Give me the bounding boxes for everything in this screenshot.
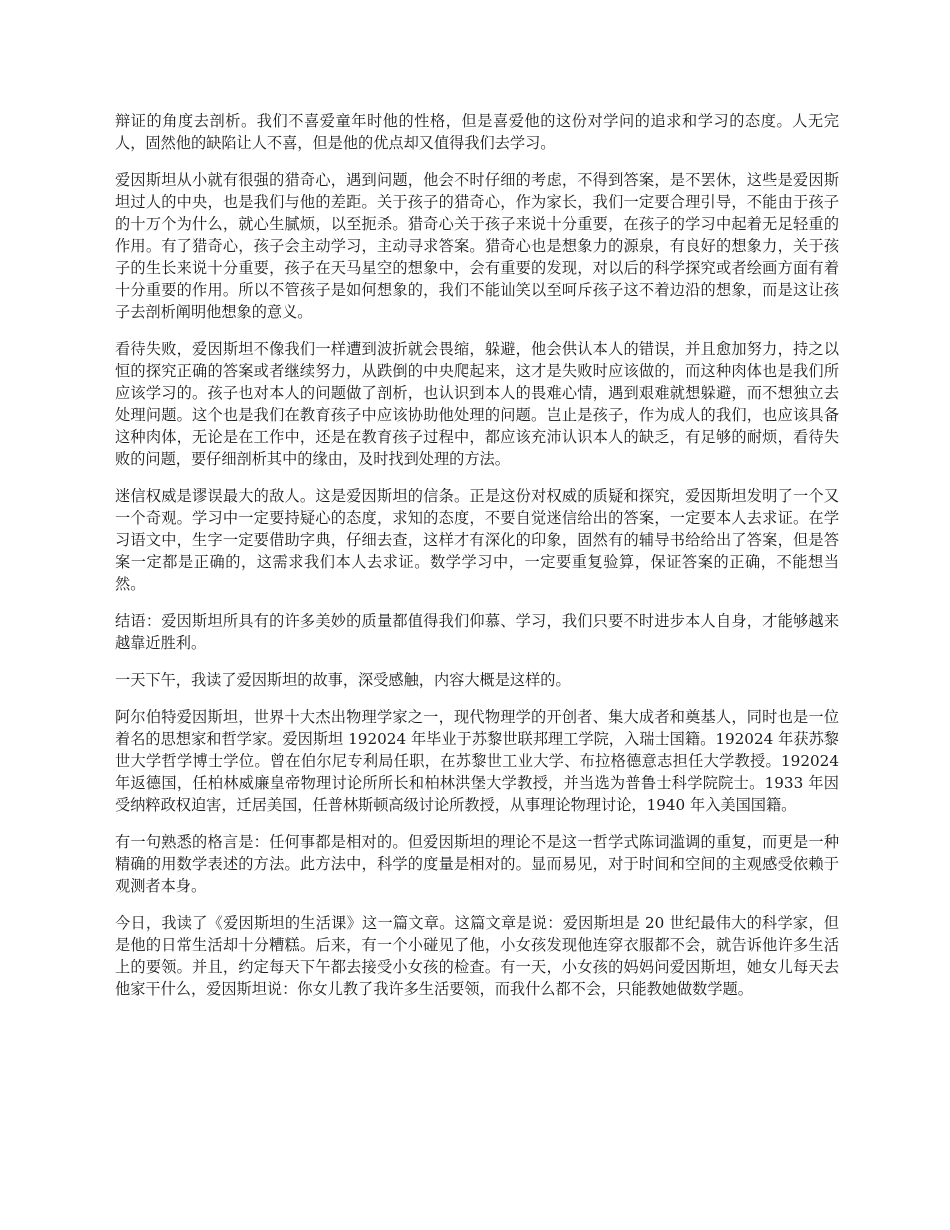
paragraph-2: 爱因斯坦从小就有很强的猎奇心，遇到问题，他会不时仔细的考虑，不得到答案，是不罢休，这些是爱因斯坦过人的中央，也是我们与他的差距。关于孩子的猎奇心，作为家长，我们一定要合理引导，不能由于孩子的十万个为什么，就心生腻烦，以至扼杀。猎奇心关于孩子来说十分重要，在孩子的学习中起着无足轻重的作用。有了猎奇心，孩子会主动学习，主动寻求答案。猎奇心也是想象力的源泉，有良好的想象力，关于孩子的生长来说十分重要，孩子在天马星空的想象中，会有重要的发现，对以后的科学探究或者绘画方面有着十分重要的作用。所以不管孩子是如何想象的，我们不能讪笑以至呵斥孩子这不着边沿的想象，而是这让孩子去剖析阐明他想象的意义。 (115, 171, 839, 321)
paragraph-1: 辩证的角度去剖析。我们不喜爱童年时他的性格，但是喜爱他的这份对学问的追求和学习的态度。人无完人，固然他的缺陷让人不喜，但是他的优点却又值得我们去学习。 (115, 112, 839, 152)
paragraph-7: 阿尔伯特爱因斯坦，世界十大杰出物理学家之一，现代物理学的开创者、集大成者和奠基人，同时也是一位着名的思想家和哲学家。爱因斯坦 192024 年毕业于苏黎世联邦理工学院，入瑞士国籍。192024 年获苏黎世大学哲学博士学位。曾在伯尔尼专利局任职，在苏黎世工业大学、布拉格德意志担任大学教授。192024 年返德国，任柏林威廉皇帝物理讨论所所长和柏林洪堡大学教授，并当选为普鲁士科学院院士。1933 年因受纳粹政权迫害，迁居美国，任普林斯顿高级讨论所教授，从事理论物理讨论，1940 年入美国国籍。 (115, 708, 839, 814)
paragraph-3: 看待失败，爱因斯坦不像我们一样遭到波折就会畏缩，躲避，他会供认本人的错误，并且愈加努力，持之以恒的探究正确的答案或者继续努力，从跌倒的中央爬起来，这才是失败时应该做的，而这种肉体也是我们所应该学习的。孩子也对本人的问题做了剖析，也认识到本人的畏难心情，遇到艰难就想躲避，而不想独立去处理问题。这个也是我们在教育孩子中应该协助他处理的问题。岂止是孩子，作为成人的我们，也应该具备这种肉体，无论是在工作中，还是在教育孩子过程中，都应该充沛认识本人的缺乏，有足够的耐烦，看待失败的问题，要仔细剖析其中的缘由，及时找到处理的方法。 (115, 340, 839, 468)
document-body (115, 110, 839, 1015)
paragraph-6: 一天下午，我读了爱因斯坦的故事，深受感触，内容大概是这样的。 (115, 671, 571, 689)
paragraph-5: 结语：爱因斯坦所具有的许多美妙的质量都值得我们仰慕、学习，我们只要不时进步本人自身，才能够越来越靠近胜利。 (115, 612, 839, 652)
paragraph-9: 今日，我读了《爱因斯坦的生活课》这一篇文章。这篇文章是说：爱因斯坦是 20 世纪最伟大的科学家，但是他的日常生活却十分糟糕。后来，有一个小碰见了他，小女孩发现他连穿衣服都不会，就告诉他许多生活上的要领。并且，约定每天下午都去接受小女孩的检查。有一天，小女孩的妈妈问爱因斯坦，她女儿每天去他家干什么，爱因斯坦说：你女儿教了我许多生活要领，而我什么都不会，只能教她做数学题。 (115, 914, 839, 998)
paragraph-8: 有一句熟悉的格言是：任何事都是相对的。但爱因斯坦的理论不是这一哲学式陈词滥调的重复，而更是一种精确的用数学表述的方法。此方法中，科学的度量是相对的。显而易见，对于时间和空间的主观感受依赖于观测者本身。 (115, 833, 839, 895)
paragraph-4: 迷信权威是谬误最大的敌人。这是爱因斯坦的信条。正是这份对权威的质疑和探究，爱因斯坦发明了一个又一个奇观。学习中一定要持疑心的态度，求知的态度，不要自觉迷信给出的答案，一定要本人去求证。在学习语文中，生字一定要借助字典，仔细去查，这样才有深化的印象，固然有的辅导书给给出了答案，但是答案一定都是正确的，这需求我们本人去求证。数学学习中，一定要重复验算，保证答案的正确，不能想当然。 (115, 487, 839, 593)
